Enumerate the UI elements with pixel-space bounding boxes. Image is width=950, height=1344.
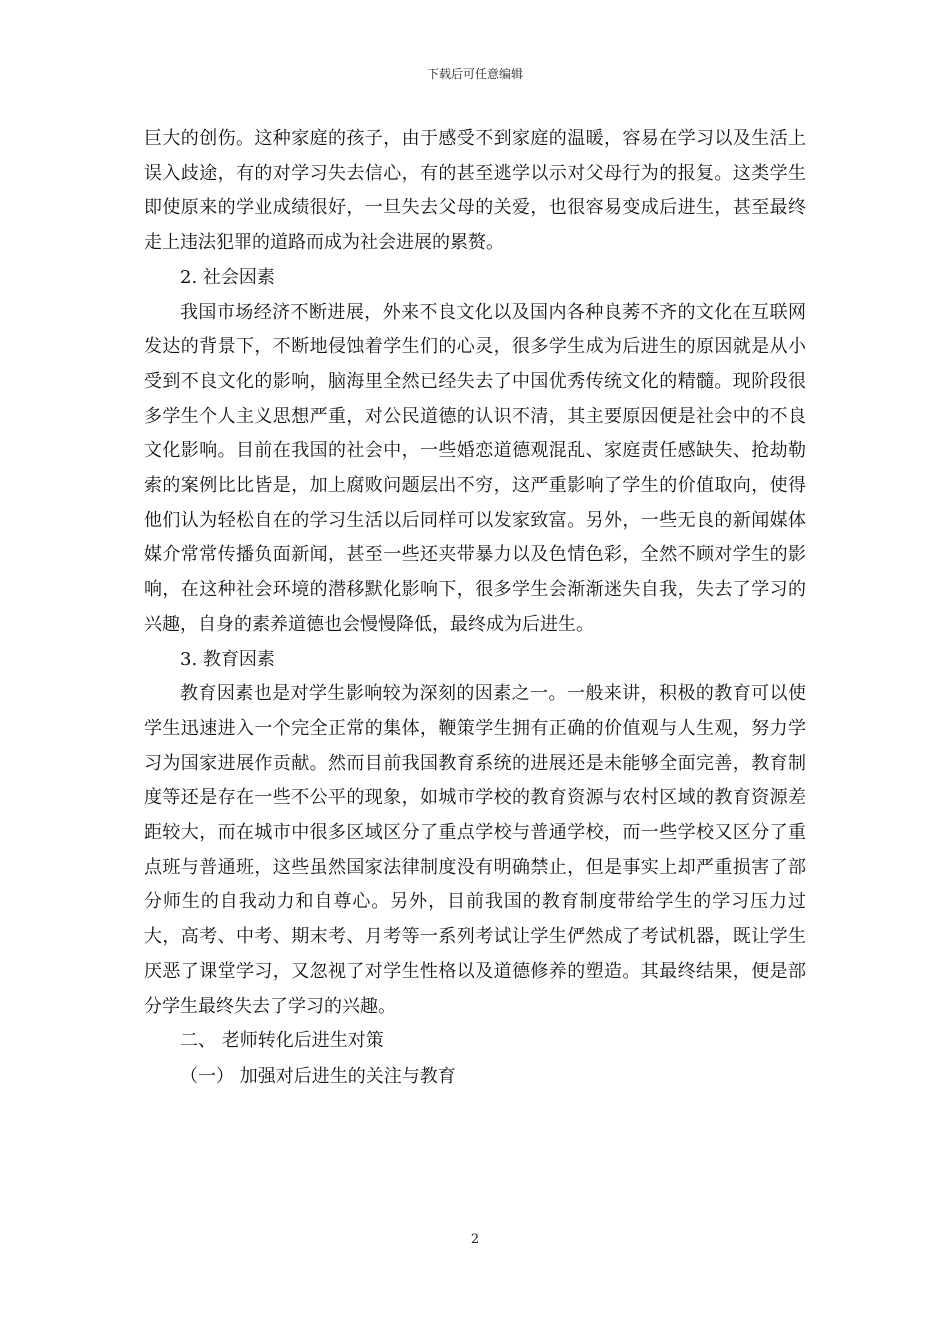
paragraph-education-factors: 教育因素也是对学生影响较为深刻的因素之一。一般来讲，积极的教育可以使学生迅速进入一个完全正常的集体，鞭策学生拥有正确的价值观与人生观，努力学习为国家进展作贡献。然而目前我国教育系统的进展还是未能够全面完善，教育制度等还是存在一些不公平的现象，如城市学校的教育资源与农村区域的教育资源差距较大，而在城市中很多区域区分了重点学校与普通学校，而一些学校又区分了重点班与普通班，这些虽然国家法律制度没有明确禁止，但是事实上却严重损害了部分师生的自我动力和自尊心。另外，目前我国的教育制度带给学生的学习压力过大，高考、中考、期末考、月考等一系列考试让学生俨然成了考试机器，既让学生厌恶了课堂学习，又忽视了对学生性格以及道德修养的塑造。其最终结果，便是部分学生最终失去了学习的兴趣。 <box>144 683 806 1017</box>
subsection-heading-attention-education: （一） 加强对后进生的关注与教育 <box>180 1065 456 1087</box>
header-note: 下载后可任意编辑 <box>426 67 523 81</box>
heading-education-factors: 3. 教育因素 <box>180 648 275 670</box>
page-number: 2 <box>470 1232 480 1247</box>
paragraph-social-factors: 我国市场经济不断进展，外来不良文化以及国内各种良莠不齐的文化在互联网发达的背景下，不断地侵蚀着学生们的心灵，很多学生成为后进生的原因就是从小受到不良文化的影响，脑海里全然已经失去了中国优秀传统文化的精髓。现阶段很多学生个人主义思想严重，对公民道德的认识不清，其主要原因便是社会中的不良文化影响。目前在我国的社会中，一些婚恋道德观混乱、家庭责任感缺失、抢劫勒索的案例比比皆是，加上腐败问题层出不穷，这严重影响了学生的价值取向，使得他们认为轻松自在的学习生活以后同样可以发家致富。另外，一些无良的新闻媒体媒介常常传播负面新闻，甚至一些还夹带暴力以及色情色彩，全然不顾对学生的影响，在这种社会环境的潜移默化影响下，很多学生会渐渐迷失自我，失去了学习的兴趣，自身的素养道德也会慢慢降低，最终成为后进生。 <box>144 301 806 635</box>
document-body <box>144 122 806 1095</box>
heading-social-factors: 2. 社会因素 <box>180 266 275 288</box>
section-heading-teacher-strategies: 二、 老师转化后进生对策 <box>180 1030 384 1052</box>
paragraph-family-continuation: 巨大的创伤。这种家庭的孩子，由于感受不到家庭的温暖，容易在学习以及生活上误入歧途，有的对学习失去信心，有的甚至逃学以示对父母行为的报复。这类学生即使原来的学业成绩很好，一旦失去父母的关爱，也很容易变成后进生，甚至最终走上违法犯罪的道路而成为社会进展的累赘。 <box>144 128 806 254</box>
